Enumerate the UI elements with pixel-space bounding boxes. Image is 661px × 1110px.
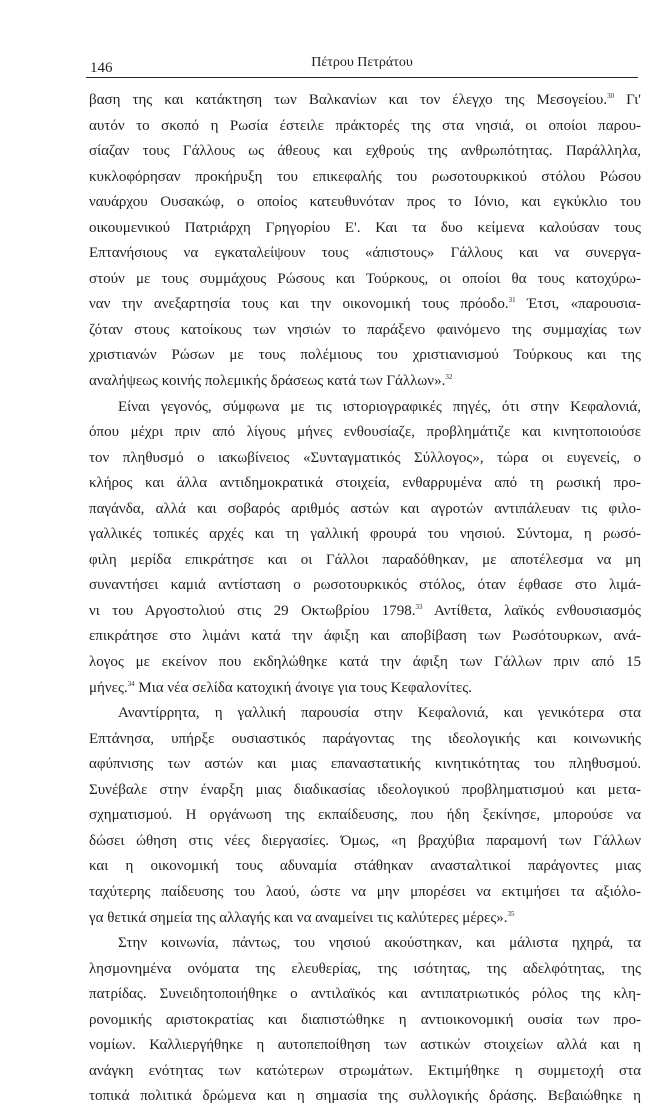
text-run: Συνέβαλε στην έναρξη μιας διαδικασίας ιδεολογικού προβληματισμού και μετα- <box>89 781 641 798</box>
text-run: ανάγκη ενότητας των κατώτερων στρωμάτων. Εκτιμήθηκε η συμμετοχή στα <box>89 1062 641 1079</box>
text-line <box>89 292 641 318</box>
text-run: επικράτησε στο λιμάνι κατά την άφιξη και αποβίβαση των Ρωσότουρκων, ανά- <box>89 628 641 645</box>
text-line <box>89 752 641 778</box>
text-line <box>89 701 641 727</box>
text-line <box>89 267 641 293</box>
text-run: μήνες. <box>89 679 128 696</box>
text-line <box>89 880 641 906</box>
footnote-marker: 34 <box>127 679 135 688</box>
text-line <box>89 599 641 625</box>
text-run: αφύπνισης των αστών και μιας επαναστατικής κινητικότητας του πληθυσμού. <box>89 756 641 773</box>
text-run: Στην κοινωνία, πάντως, του νησιού ακούστηκαν, και μάλιστα ηχηρά, τα <box>118 935 641 952</box>
text-line <box>89 548 641 574</box>
text-run: τον πληθυσμό ο ιακωβίνειος «Συνταγματικός Σύλλογος», τώρα οι ευγενείς, ο <box>89 449 641 466</box>
text-run: δώσει ώθηση στις νέες διεργασίες. Όμως, «η βραχύβια παραμονή των Γάλλων <box>89 832 641 849</box>
text-run: οικουμενικού Πατριάρχη Γρηγορίου Ε'. Και τα δυο κείμενα καλούσαν τους <box>89 219 641 236</box>
text-line <box>89 165 641 191</box>
text-run: σχηματισμού. Η οργάνωση της εκπαίδευσης, που ήδη ξεκίνησε, μπορούσε να <box>89 807 641 824</box>
text-line <box>89 1084 641 1110</box>
text-run: ναν την ανεξαρτησία τους και την οικονομική τους πρόοδο. <box>89 296 509 313</box>
paragraph <box>89 701 641 931</box>
text-run: ναυάρχου Ουσακώφ, ο οποίος κατευθυνόταν προς το Ιόνιο, και εγκύκλιο του <box>89 194 641 211</box>
text-run: ρονομικής αριστοκρατίας και διαπιστώθηκε η αντιοικονομική ουσία των προ- <box>89 1011 641 1028</box>
text-line <box>89 241 641 267</box>
text-line <box>89 369 641 395</box>
text-line <box>89 114 641 140</box>
paragraph <box>89 931 641 1110</box>
text-line <box>89 727 641 753</box>
paragraph <box>89 395 641 702</box>
running-title: Πέτρου Πετράτου <box>311 55 413 70</box>
text-run: αυτόν το σκοπό η Ρωσία έστειλε πράκτορές της στα νησιά, οι οποίοι παρου- <box>89 117 641 134</box>
text-run: ταχύτερης παίδευσης του λαού, ώστε να μην μπορέσει να εκτιμήσει τα αξιόλο- <box>89 883 641 900</box>
text-run: νομίων. Καλλιεργήθηκε η αυτοπεποίθηση των αστικών στοιχείων αλλά και η <box>89 1037 641 1054</box>
text-run: Αναντίρρητα, η γαλλική παρουσία στην Κεφαλονιά, και γενικότερα στα <box>118 705 641 722</box>
text-run: στούν με τους συμμάχους Ρώσους και Τούρκους, οι οποίοι θα τους κατοχύρω- <box>89 270 641 287</box>
text-run: φιλη μερίδα επικράτησε και οι Γάλλοι παραδόθηκαν, με αποτέλεσμα να μη <box>89 551 641 568</box>
text-line <box>89 1008 641 1034</box>
text-run: χριστιανών Ρώσων με τους πολέμιους του χριστιανισμού Τούρκους και της <box>89 347 641 364</box>
text-line <box>89 957 641 983</box>
text-run: Αντίθετα, λαϊκός ενθουσιασμός <box>422 602 641 619</box>
text-run: και η οικονομική τους αδυναμία στάθηκαν ανασταλτικοί παράγοντες μιας <box>89 858 641 875</box>
footnote-marker: 33 <box>415 602 423 611</box>
text-run: συναντήσει καμιά αντίσταση ο ρωσοτουρκικός στόλος, όταν έφθασε στο λιμά- <box>89 577 641 594</box>
text-line <box>89 906 641 932</box>
text-run: λογος με εκείνον που εκδηλώθηκε κατά την άφιξη των Γάλλων πριν από 15 <box>89 654 641 671</box>
text-line <box>89 624 641 650</box>
text-line <box>89 420 641 446</box>
text-run: γα θετικά σημεία της αλλαγής και να αναμείνει τις καλύτερες μέρες». <box>89 909 508 926</box>
footnote-marker: 32 <box>445 373 453 382</box>
text-line <box>89 395 641 421</box>
text-line <box>89 139 641 165</box>
text-run: Γι' <box>614 92 641 108</box>
running-header <box>86 55 638 78</box>
paragraph <box>89 88 641 395</box>
text-line <box>89 982 641 1008</box>
text-line <box>89 573 641 599</box>
text-line <box>89 522 641 548</box>
text-line <box>89 854 641 880</box>
text-line <box>89 471 641 497</box>
text-run: Έτσι, «παρουσια- <box>515 296 641 313</box>
text-run: κυκλοφόρησαν προκήρυξη του επικεφαλής του ρωσοτουρκικού στόλου Ρώσου <box>89 168 641 185</box>
text-line <box>89 829 641 855</box>
text-run: όπου μέχρι πριν από λίγους μήνες ενθουσίαζε, προβλημάτιζε και κινητοποιούσε <box>89 424 641 441</box>
text-run: αναλήψεως κοινής πολεμικής δράσεως κατά των Γάλλων». <box>89 373 446 390</box>
text-line <box>89 803 641 829</box>
text-run: ζόταν στους κατοίκους των νησιών το παράξενο φαινόμενο της συμμαχίας των <box>89 321 641 338</box>
text-run: τοπικά πολιτικά δρώμενα και η σημασία της συλλογικής δράσης. Βεβαιώθηκε η <box>89 1088 641 1105</box>
text-line <box>89 88 641 114</box>
text-line <box>89 650 641 676</box>
page-number: 146 <box>90 60 113 76</box>
text-run: Επτάνησα, υπήρξε ουσιαστικός παράγοντας της ιδεολογικής και κοινωνικής <box>89 730 641 747</box>
text-line <box>89 190 641 216</box>
text-line <box>89 318 641 344</box>
text-run: σίαζαν τους Γάλλους ως άθεους και εχθρούς της ανθρωπότητας. Παράλληλα, <box>89 143 641 160</box>
footnote-marker: 31 <box>508 296 516 305</box>
text-line <box>89 1059 641 1085</box>
text-run: Είναι γεγονός, σύμφωνα με τις ιστοριογραφικές πηγές, ότι στην Κεφαλονιά, <box>118 398 641 415</box>
text-line <box>89 343 641 369</box>
footnote-marker: 35 <box>507 909 515 918</box>
text-run: γαλλικές τοπικές αρχές και τη γαλλική φρουρά του νησιού. Σύντομα, η ρωσό- <box>89 526 641 543</box>
text-run: Μια νέα σελίδα κατοχική άνοιγε για τους Κεφαλονίτες. <box>134 679 472 696</box>
body-text <box>89 88 641 1110</box>
text-line <box>89 216 641 242</box>
text-run: Επτανήσιους να εγκαταλείψουν τους «άπιστους» Γάλλους και να συνεργα- <box>89 245 641 262</box>
text-run: νι του Αργοστολιού στις 29 Οκτωβρίου 1798. <box>89 602 416 619</box>
text-line <box>89 931 641 957</box>
text-run: λησμονημένα ονόματα της ελευθερίας, της ισότητας, της αδελφότητας, της <box>89 960 641 977</box>
text-run: κλήρος και άλλα αντιδημοκρατικά στοιχεία, ενθαρρυμένα από τη ρωσική προ- <box>89 475 641 492</box>
footnote-marker: 30 <box>607 92 615 100</box>
text-run: βαση της και κατάκτηση των Βαλκανίων και τον έλεγχο της Μεσογείου. <box>89 92 608 108</box>
text-line <box>89 497 641 523</box>
text-run: παγάνδα, αλλά και σοβαρός αριθμός αστών και αγροτών αντιπάλευαν τις φιλο- <box>89 500 641 517</box>
text-line <box>89 1033 641 1059</box>
text-line <box>89 446 641 472</box>
text-line <box>89 778 641 804</box>
text-line <box>89 676 641 702</box>
text-run: πατρίδας. Συνειδητοποιήθηκε ο αντιλαϊκός και αντιπατριωτικός ρόλος της κλη- <box>89 986 641 1003</box>
